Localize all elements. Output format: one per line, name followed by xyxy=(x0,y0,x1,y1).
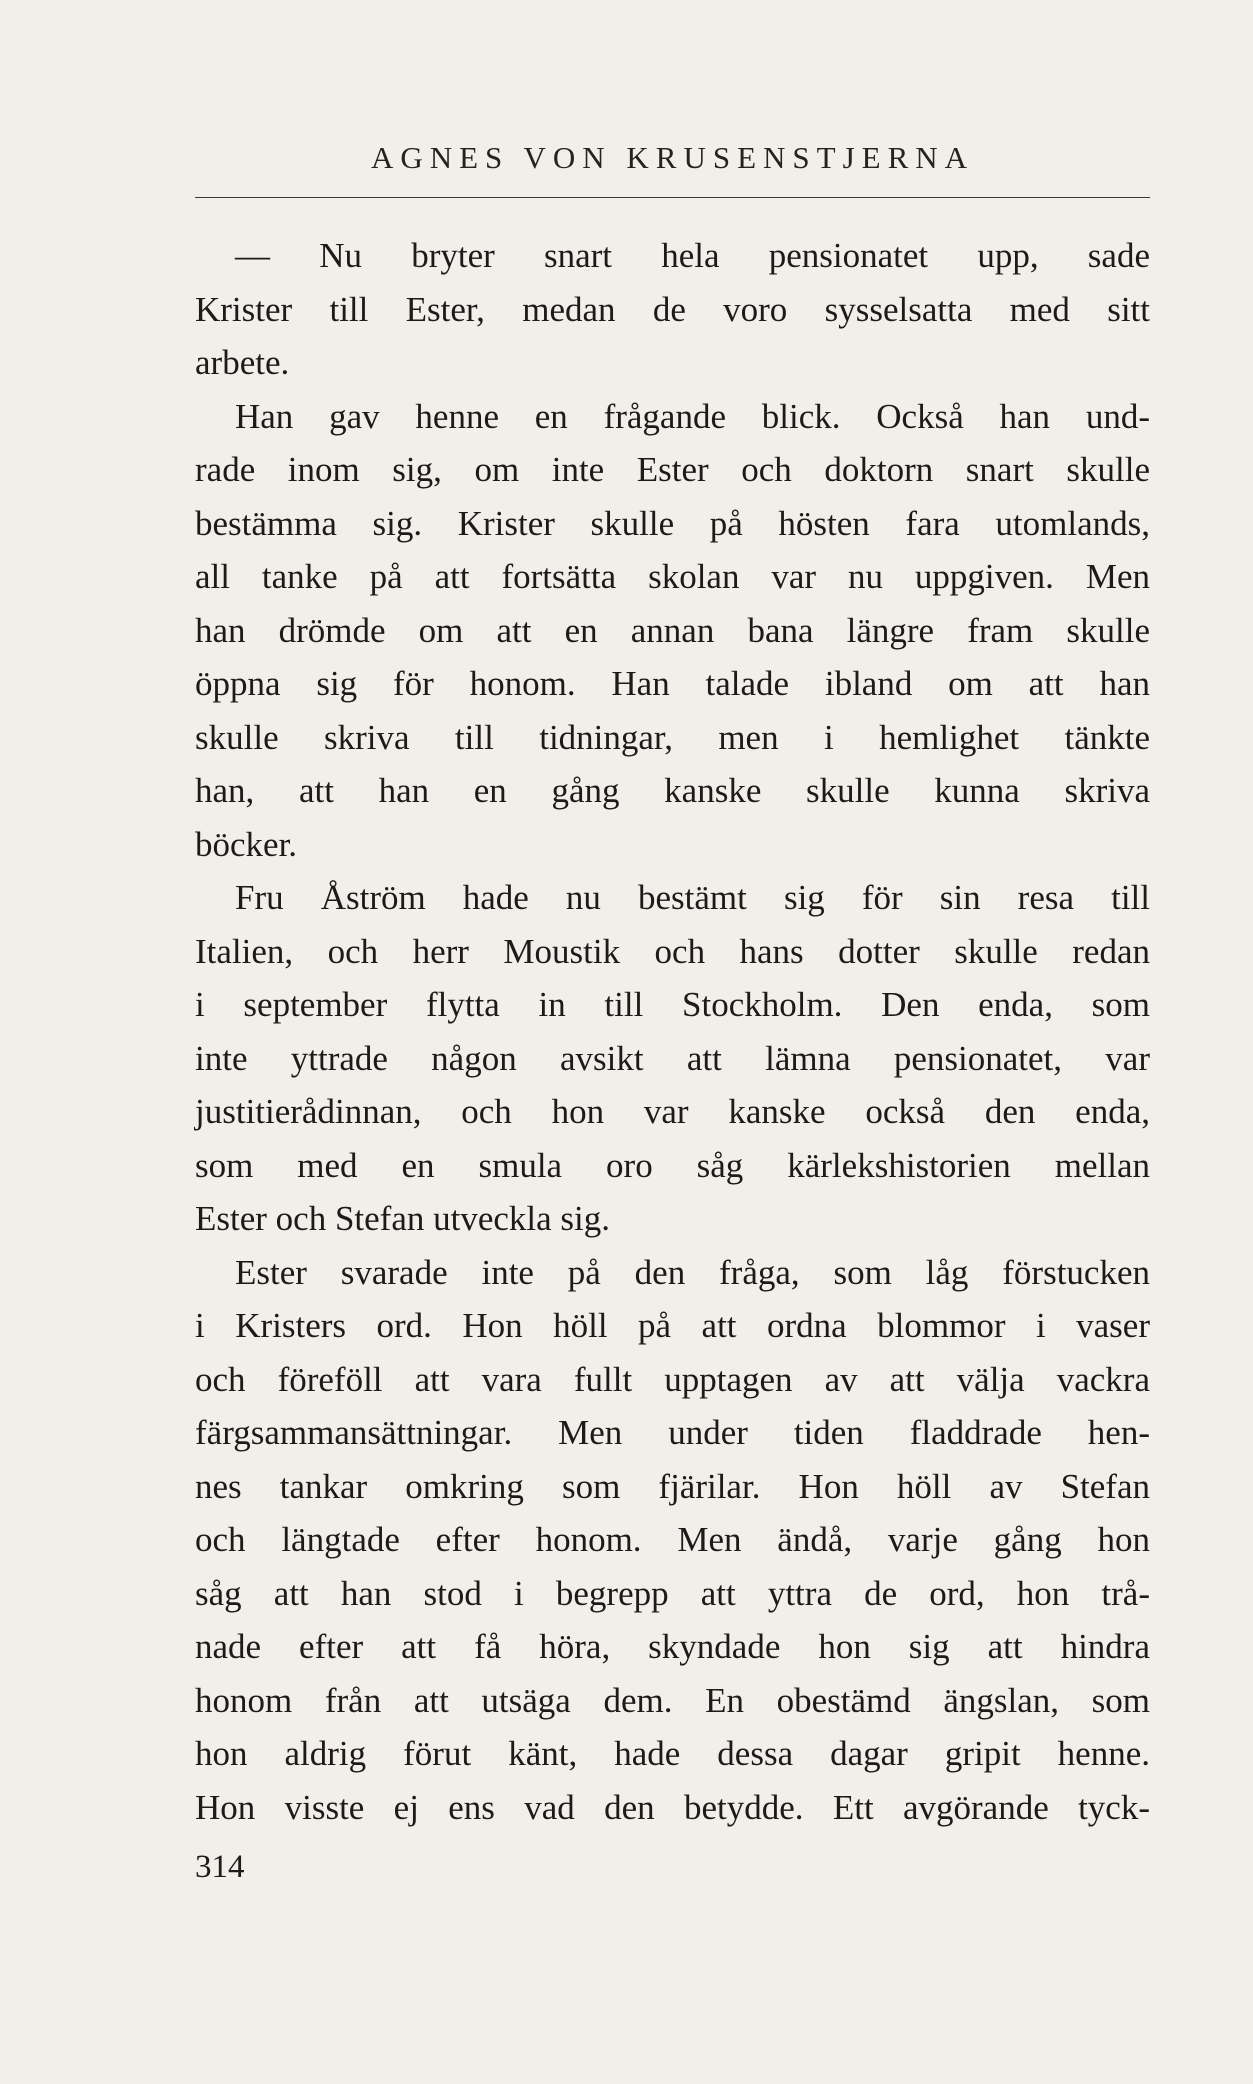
page-number: 314 xyxy=(195,1849,245,1885)
text-line: rade inom sig, om inte Ester och doktorn snart skulle xyxy=(195,450,1150,489)
paragraph xyxy=(195,229,1150,390)
paragraph xyxy=(195,390,1150,872)
text-line: och längtade efter honom. Men ändå, varje gång hon xyxy=(195,1520,1150,1559)
text-line: i Kristers ord. Hon höll på att ordna blommor i vaser xyxy=(195,1306,1150,1345)
text-line: han drömde om att en annan bana längre fram skulle xyxy=(195,610,1150,650)
text-line: som med en smula oro såg kärlekshistorien mellan xyxy=(195,1145,1150,1185)
text-line: öppna sig för honom. Han talade ibland om att han xyxy=(195,664,1150,703)
text-line: Han gav henne en frågande blick. Också han und- xyxy=(235,396,1150,436)
text-line: honom från att utsäga dem. En obestämd ängslan, som xyxy=(195,1680,1150,1720)
text-line: såg att han stod i begrepp att yttra de ord, hon trå- xyxy=(195,1573,1150,1613)
text-line: all tanke på att fortsätta skolan var nu uppgiven. Men xyxy=(195,557,1150,596)
paragraph xyxy=(195,1246,1150,1835)
text-line: Ester svarade inte på den fråga, som låg förstucken xyxy=(235,1252,1150,1292)
text-line: nes tankar omkring som fjärilar. Hon höll av Stefan xyxy=(195,1466,1150,1506)
text-line: skulle skriva till tidningar, men i hemlighet tänkte xyxy=(195,717,1150,757)
text-line: inte yttrade någon avsikt att lämna pensionatet, var xyxy=(195,1038,1150,1078)
text-line: hon aldrig förut känt, hade dessa dagar gripit henne. xyxy=(195,1734,1150,1773)
text-line: i september flytta in till Stockholm. Den enda, som xyxy=(195,985,1150,1024)
text-line: Hon visste ej ens vad den betydde. Ett avgörande tyck- xyxy=(195,1787,1150,1827)
text-line: Fru Åström hade nu bestämt sig för sin resa till xyxy=(235,878,1150,917)
text-line: justitierådinnan, och hon var kanske också den enda, xyxy=(195,1092,1150,1131)
text-line: Italien, och herr Moustik och hans dotter skulle redan xyxy=(195,931,1150,971)
text-line: arbete. xyxy=(195,343,290,382)
header-rule xyxy=(195,197,1150,198)
text-line: och föreföll att vara fullt upptagen av att välja vackra xyxy=(195,1359,1150,1399)
text-line: färgsammansättningar. Men under tiden fladdrade hen- xyxy=(195,1413,1150,1452)
text-line: nade efter att få höra, skyndade hon sig att hindra xyxy=(195,1627,1150,1666)
text-line: Krister till Ester, medan de voro sysselsatta med sitt xyxy=(195,289,1150,329)
body-text xyxy=(195,229,1150,1834)
text-line: Ester och Stefan utveckla sig. xyxy=(195,1199,611,1238)
running-head: AGNES VON KRUSENSTJERNA xyxy=(370,140,975,175)
text-line: — Nu bryter snart hela pensionatet upp, sade xyxy=(235,236,1150,275)
text-line: bestämma sig. Krister skulle på hösten fara utomlands, xyxy=(195,503,1150,543)
text-line: böcker. xyxy=(195,824,298,864)
paragraph xyxy=(195,871,1150,1246)
text-line: han, att han en gång kanske skulle kunna skriva xyxy=(195,771,1150,810)
